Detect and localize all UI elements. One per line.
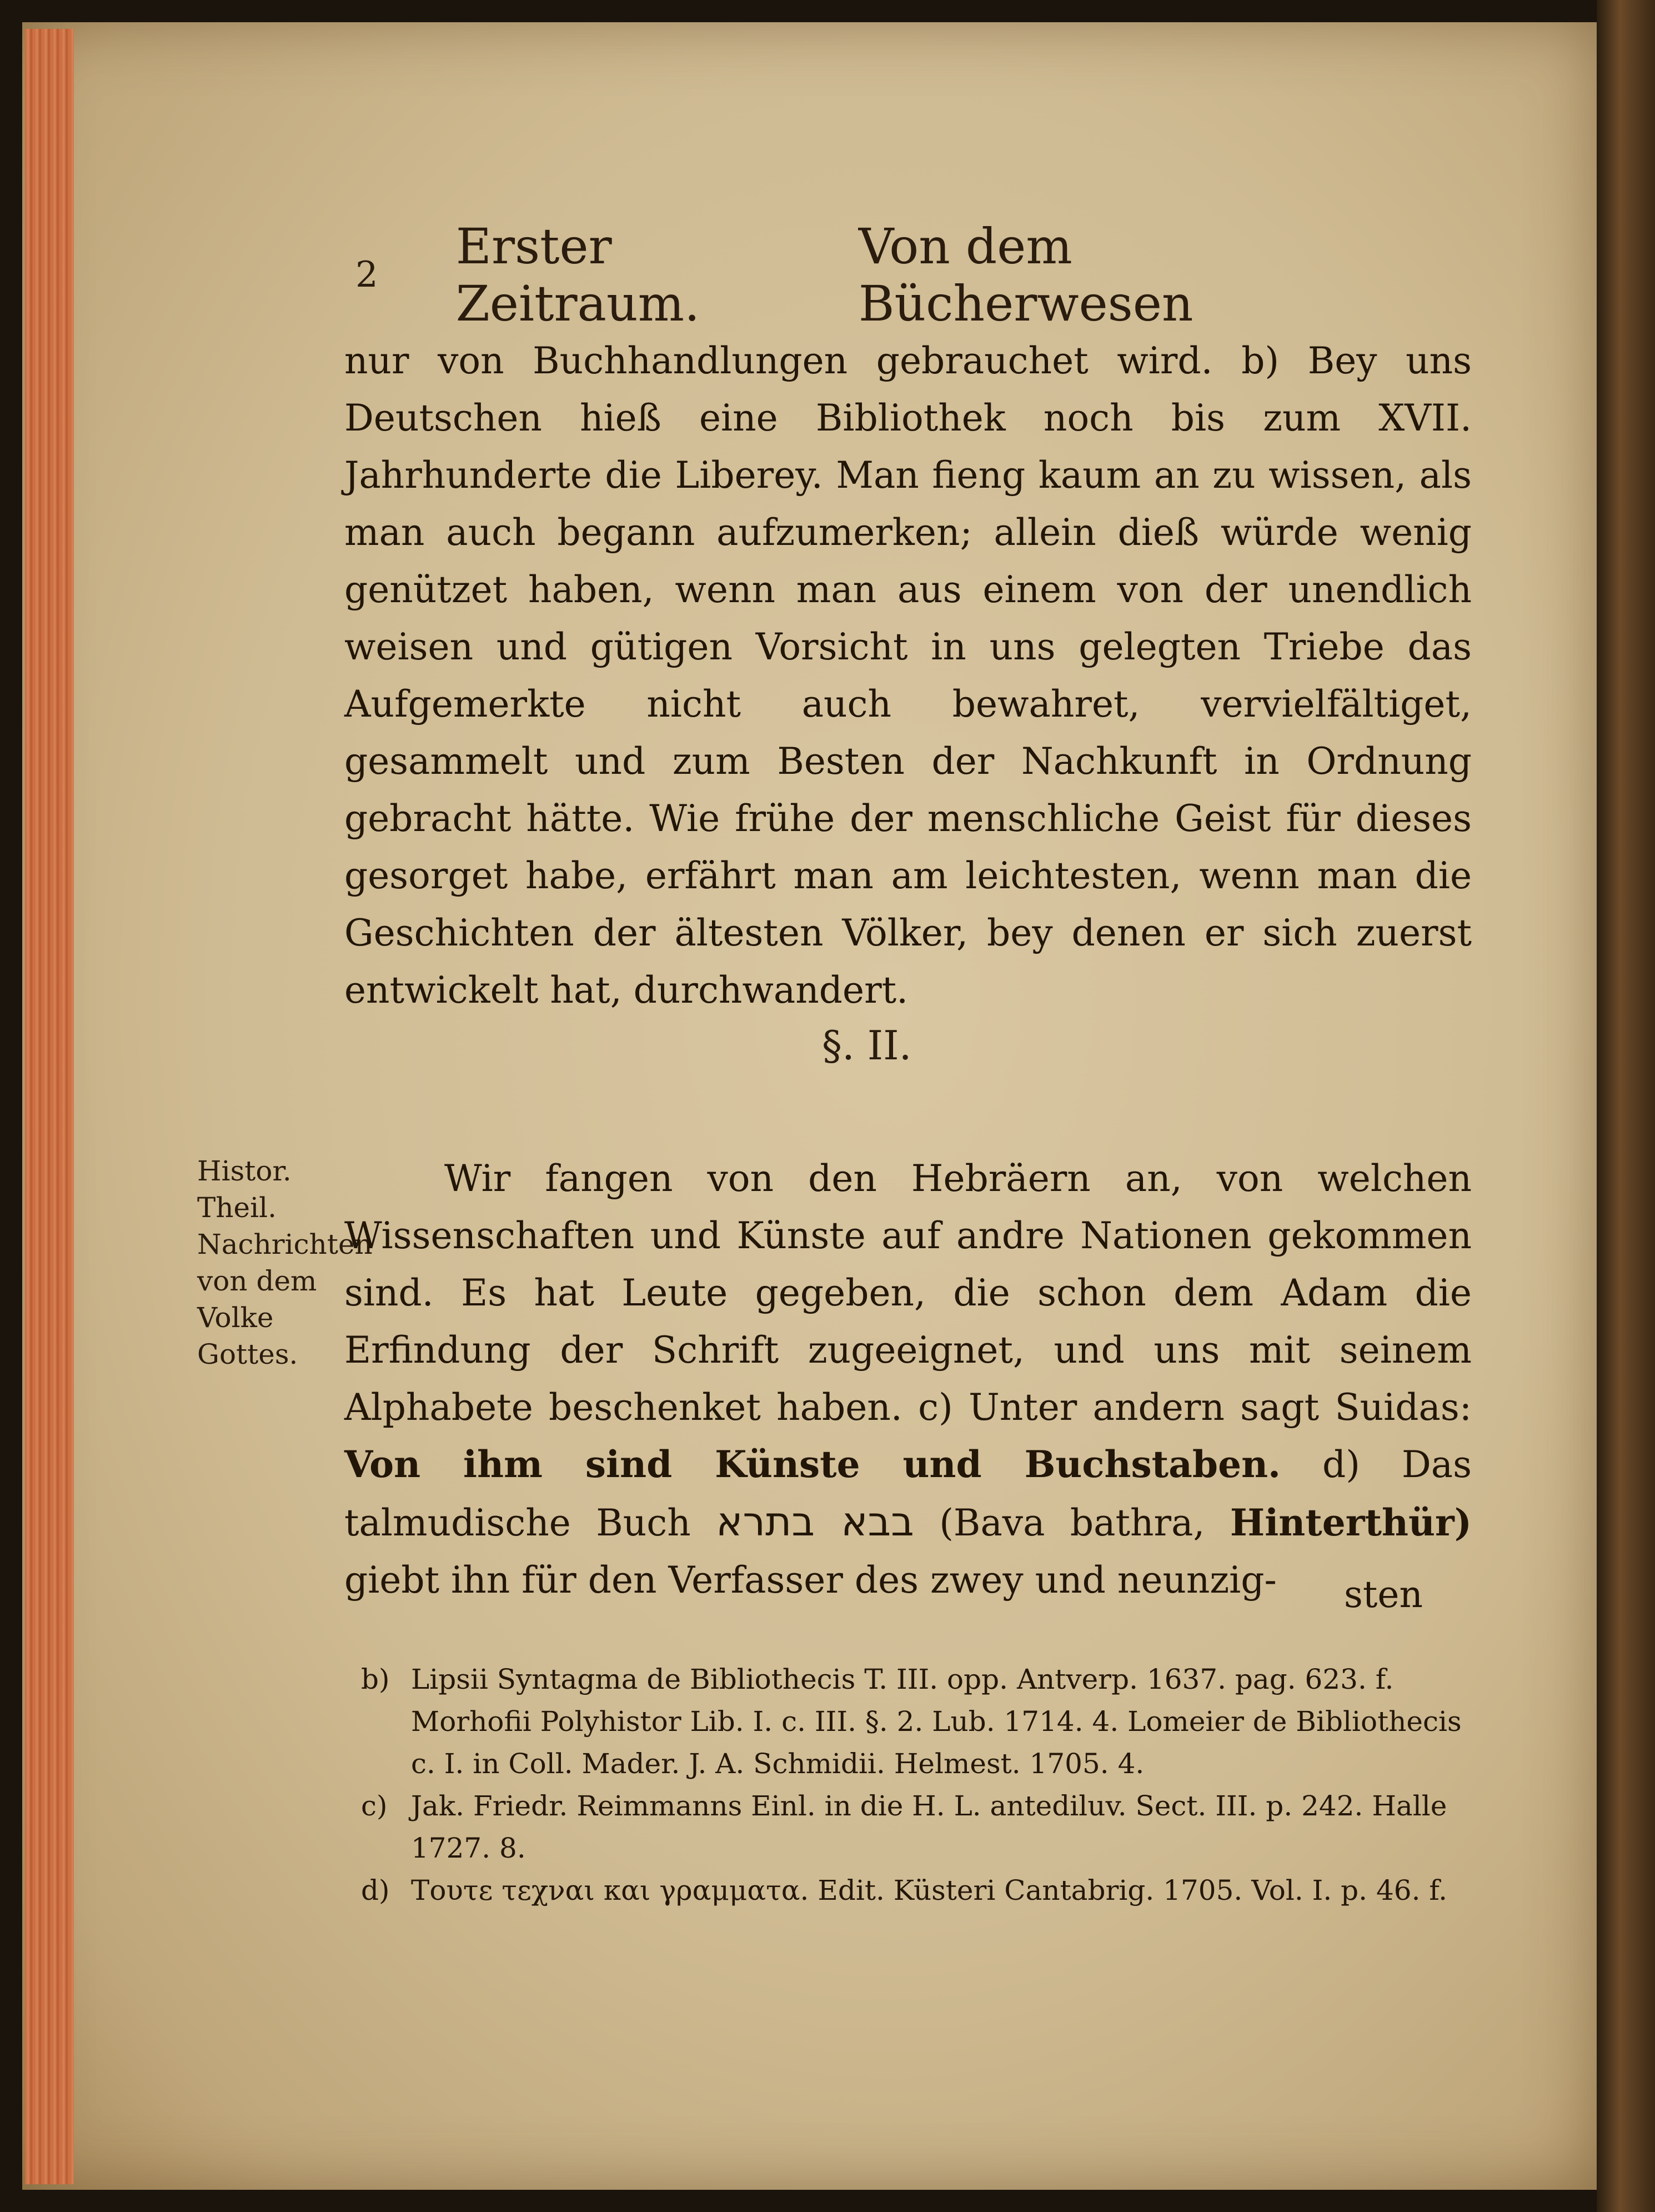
hinterthuer-term: Hinterthür) <box>1230 1501 1472 1544</box>
paragraph-2-part3: (Bava bathra, <box>939 1502 1205 1544</box>
paragraph-2 <box>344 1150 1472 1609</box>
footnote-text: Jak. Friedr. Reimmanns Einl. in die H. L. antediluv. Sect. III. p. 242. Halle 1727. 8. <box>411 1790 1447 1864</box>
section-heading: §. II. <box>822 1022 912 1069</box>
marginal-note-line1: Histor. <box>197 1155 292 1187</box>
marginal-note <box>197 1153 373 1373</box>
running-header <box>355 218 1300 332</box>
hebrew-title: בבא בתרא <box>716 1498 914 1545</box>
suidas-quote: Von ihm sind Künste und Buchstaben. <box>344 1443 1281 1486</box>
running-title-cont: Von dem Bücherwesen <box>858 218 1193 332</box>
marginal-note-line3: Nachrichten von dem Volke Gottes. <box>197 1228 373 1370</box>
footnote-label: c) <box>361 1790 388 1822</box>
paragraph-2-part2: d) Das talmudische Buch <box>344 1443 1472 1544</box>
footnote-text: Lipsii Syntagma de Bibliothecis T. III. opp. Antverp. 1637. pag. 623. f. Morhofii Polyhistor Lib. I. c. III. §. 2. Lub. 1714. 4. Lomeier de Bibliothecis c. I. in Coll. Mader. J. A. Schmidii. Helmest. 1705. 4. <box>411 1663 1462 1780</box>
footnote-label: b) <box>361 1663 390 1695</box>
footnotes <box>361 1658 1466 1911</box>
marginal-note-line2: Theil. <box>197 1192 277 1224</box>
footnote-c <box>361 1785 1466 1869</box>
footnote-label: d) <box>361 1874 390 1906</box>
paragraph-2-part1: Wir fangen von den Hebräern an, von welchen Wissenschaften und Künste auf andre Nationen gekommen sind. Es hat Leute gegeben, die schon dem Adam die Erfindung der Schrift zugeeignet, und uns mit seinem Alphabete beschenket haben. c) Unter andern sagt Suidas: <box>344 1157 1472 1429</box>
footnote-d <box>361 1869 1466 1911</box>
book-spine <box>1597 0 1655 2212</box>
page-edge-stack <box>25 29 74 2184</box>
page-number: 2 <box>355 254 378 296</box>
paragraph-1: nur von Buchhandlungen gebrauchet wird. b) Bey uns Deutschen hieß eine Bibliothek noch bis zum XVII. Jahrhunderte die Liberey. Man fieng kaum an zu wissen, als man auch begann aufzumerken; allein dieß würde wenig genützet haben, wenn man aus einem von der unendlich weisen und gütigen Vorsicht in uns gelegten Triebe das Aufgemerkte nicht auch bewahret, vervielfältiget, gesammelt und zum Besten der Nachkunft in Ordnung gebracht hätte. Wie frühe der menschliche Geist für dieses gesorget habe, erfährt man am leichtesten, wenn man die Geschichten der ältesten Völker, bey denen er sich zuerst entwickelt hat, durchwandert. <box>344 339 1472 1012</box>
running-title: Erster Zeitraum. <box>455 218 700 332</box>
footnote-text: Τουτε τεχναι και γραμματα. Edit. Küsteri Cantabrig. 1705. Vol. I. p. 46. f. <box>411 1874 1447 1906</box>
catchword: sten <box>1344 1573 1423 1616</box>
paragraph-2-part4: giebt ihn für den Verfasser des zwey und neunzig- <box>344 1559 1277 1602</box>
footnote-b <box>361 1658 1466 1785</box>
